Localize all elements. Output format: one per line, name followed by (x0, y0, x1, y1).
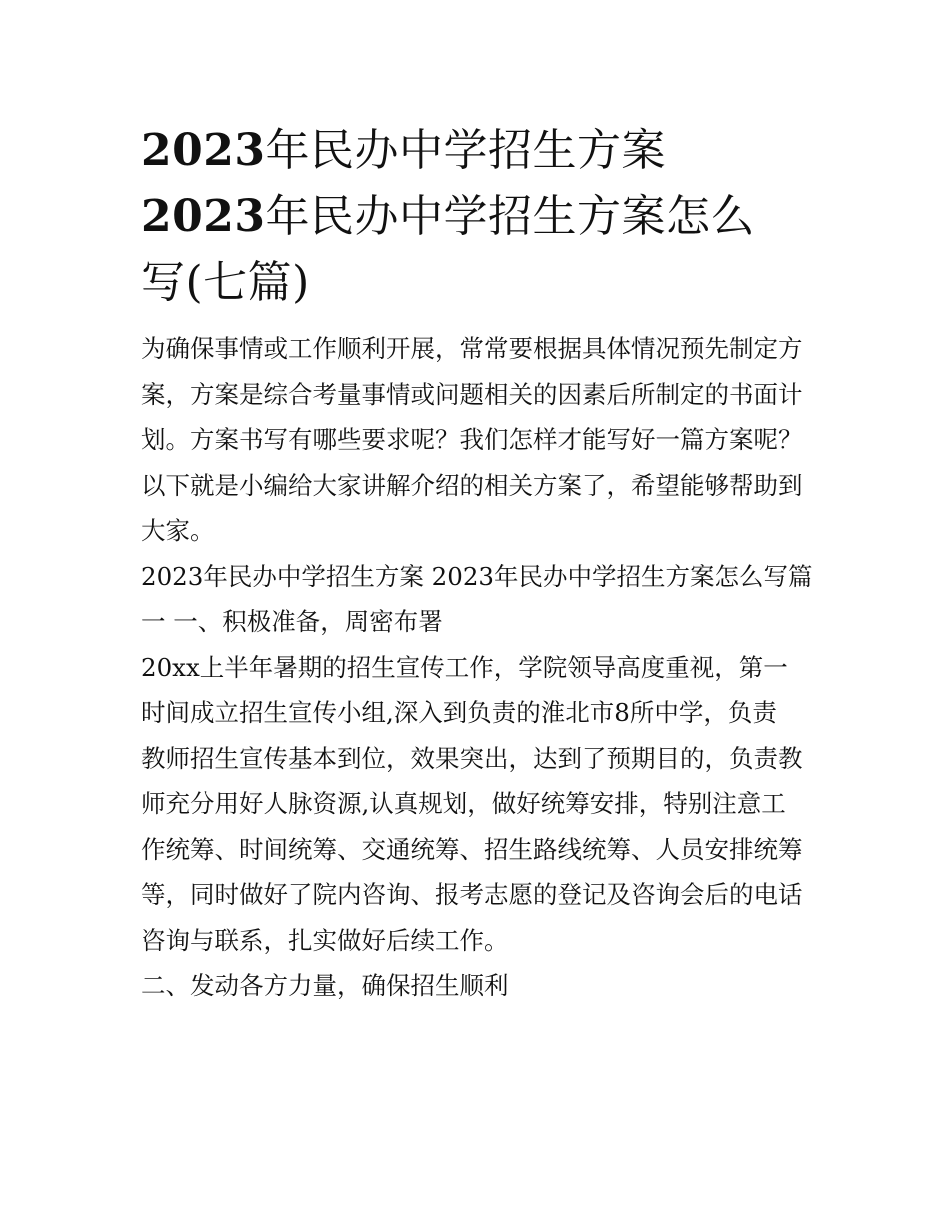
body-paragraph (141, 645, 813, 964)
section-heading-paragraph (141, 554, 813, 645)
text-line: 以下就是小编给大家讲解介绍的相关方案了，希望能够帮助到 (141, 470, 803, 500)
document-content (141, 118, 813, 1009)
title-line: 2023年民办中学招生方案 (141, 125, 666, 176)
document-body (141, 326, 813, 1009)
text-line: 二、发动各方力量，确保招生顺利 (141, 971, 509, 1000)
text-line: 等，同时做好了院内咨询、报考志愿的登记及咨询会后的电话 (141, 880, 803, 909)
intro-paragraph (141, 326, 813, 554)
text-line: 时间成立招生宣传小组,深入到负责的淮北市8所中学，负责 (141, 698, 777, 727)
text-line: 划。方案书写有哪些要求呢？我们怎样才能写好一篇方案呢？ (141, 425, 803, 454)
text-line: 一 一、积极准备，周密布署 (141, 607, 443, 636)
text-line: 作统筹、时间统筹、交通统筹、招生路线统筹、人员安排统筹 (141, 834, 803, 864)
document-title (141, 118, 813, 316)
text-line: 案，方案是综合考量事情或问题相关的因素后所制定的书面计 (141, 379, 803, 409)
text-line: 为确保事情或工作顺利开展，常常要根据具体情况预先制定方 (141, 334, 803, 363)
text-line: 教师招生宣传基本到位，效果突出，达到了预期目的，负责教 (141, 743, 803, 773)
text-line: 20xx上半年暑期的招生宣传工作，学院领导高度重视，第一 (141, 652, 788, 682)
title-line: 2023年民办中学招生方案怎么 (141, 191, 755, 242)
text-line: 师充分用好人脉资源,认真规划，做好统筹安排，特别注意工 (141, 789, 786, 818)
text-line: 咨询与联系，扎实做好后续工作。 (141, 925, 509, 955)
text-line: 大家。 (141, 516, 215, 545)
text-line: 2023年民办中学招生方案 2023年民办中学招生方案怎么写篇 (141, 561, 813, 591)
subheading-paragraph (141, 963, 813, 1009)
title-line: 写(七篇) (141, 257, 310, 308)
